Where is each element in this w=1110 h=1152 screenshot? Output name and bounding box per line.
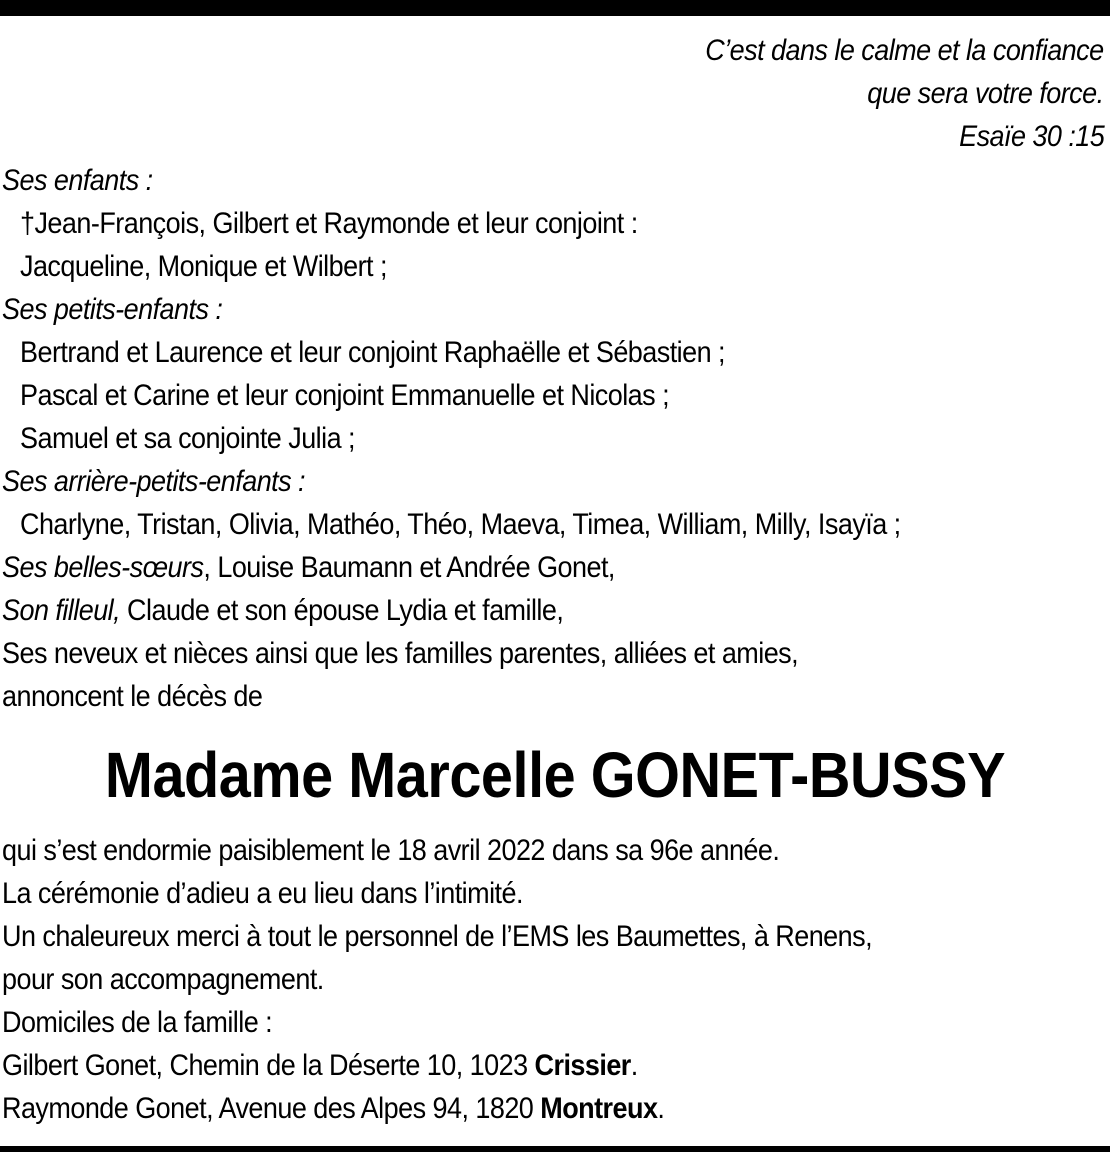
children-line-1: †Jean-François, Gilbert et Raymonde et leur conjoint : [20, 207, 638, 240]
great-grandchildren-line-1: Charlyne, Tristan, Olivia, Mathéo, Théo, Maeva, Timea, William, Milly, Isayïa ; [20, 508, 901, 541]
bottom-border [0, 1146, 1110, 1152]
address-line-2 [2, 1087, 664, 1130]
great-grandchildren-label: Ses arrière-petits-enfants : [2, 465, 306, 498]
children-label: Ses enfants : [2, 164, 153, 197]
verse-line-1: C’est dans le calme et la confiance [705, 34, 1104, 67]
announce-line: annoncent le décès de [2, 680, 263, 713]
verse-reference: Esaïe 30 :15 [958, 120, 1104, 153]
godson-label: Son filleul, [2, 594, 121, 627]
address-2-street: Raymonde Gonet, Avenue des Alpes 94, 1820 [2, 1092, 541, 1125]
grandchildren-line-1: Bertrand et Laurence et leur conjoint Raphaëlle et Sébastien ; [20, 336, 726, 369]
top-border [0, 0, 1110, 16]
address-1-end: . [630, 1049, 638, 1082]
body-line-4: pour son accompagnement. [2, 963, 324, 996]
sisters-in-law-label: Ses belles-sœurs [2, 551, 204, 584]
address-2-end: . [657, 1092, 665, 1125]
grandchildren-label: Ses petits-enfants : [2, 293, 223, 326]
body-line-5: Domiciles de la famille : [2, 1006, 273, 1039]
verse-line-2: que sera votre force. [867, 77, 1104, 110]
godson-names: Claude et son épouse Lydia et famille, [120, 594, 564, 627]
children-line-2: Jacqueline, Monique et Wilbert ; [20, 250, 387, 283]
godson-line [2, 589, 563, 632]
relatives-line: Ses neveux et nièces ainsi que les familles parentes, alliées et amies, [2, 637, 799, 670]
body-line-2: La cérémonie d’adieu a eu lieu dans l’intimité. [2, 877, 523, 910]
sisters-in-law-names: , Louise Baumann et Andrée Gonet, [203, 551, 615, 584]
body-line-1: qui s’est endormie paisiblement le 18 avril 2022 dans sa 96e année. [2, 834, 780, 867]
address-1-street: Gilbert Gonet, Chemin de la Déserte 10, 1023 [2, 1049, 535, 1082]
grandchildren-line-3: Samuel et sa conjointe Julia ; [20, 422, 356, 455]
address-1-city: Crissier [534, 1049, 631, 1082]
grandchildren-line-2: Pascal et Carine et leur conjoint Emmanuelle et Nicolas ; [20, 379, 670, 412]
body-line-3: Un chaleureux merci à tout le personnel de l’EMS les Baumettes, à Renens, [2, 920, 873, 953]
deceased-name: Madame Marcelle GONET-BUSSY [104, 739, 1006, 811]
sisters-in-law-line [2, 546, 615, 589]
address-2-city: Montreux [540, 1092, 658, 1125]
address-line-1 [2, 1044, 638, 1087]
